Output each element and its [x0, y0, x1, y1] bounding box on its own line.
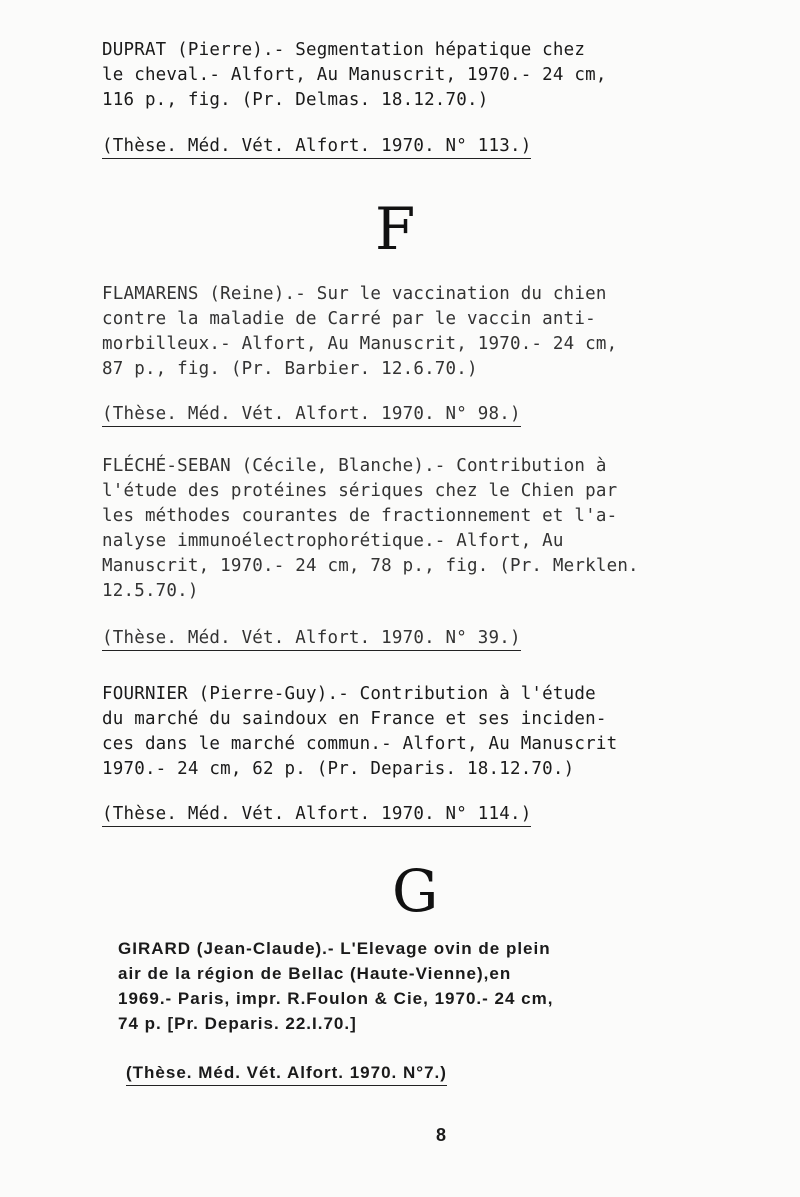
bibliography-entry: [118, 936, 718, 1036]
entry-line: 87 p., fig. (Pr. Barbier. 12.6.70.): [102, 359, 478, 379]
entry-line: FLAMARENS (Reine).- Sur le vaccination du chien: [102, 284, 607, 304]
entry-line: les méthodes courantes de fractionnement et l'a-: [102, 506, 618, 526]
thesis-reference: (Thèse. Méd. Vét. Alfort. 1970. N° 114.): [102, 804, 531, 827]
entry-line: l'étude des protéines sériques chez le Chien par: [102, 481, 618, 501]
entry-line: GIRARD (Jean-Claude).- L'Elevage ovin de plein: [118, 939, 551, 958]
entry-line: du marché du saindoux en France et ses inciden-: [102, 709, 607, 729]
thesis-reference: (Thèse. Méd. Vét. Alfort. 1970. N°7.): [126, 1063, 447, 1086]
entry-line: air de la région de Bellac (Haute-Vienne),en: [118, 964, 512, 983]
thesis-reference: (Thèse. Méd. Vét. Alfort. 1970. N° 113.): [102, 136, 531, 159]
entry-line: 116 p., fig. (Pr. Delmas. 18.12.70.): [102, 90, 489, 110]
thesis-reference: (Thèse. Méd. Vét. Alfort. 1970. N° 98.): [102, 404, 521, 427]
entry-line: le cheval.- Alfort, Au Manuscrit, 1970.- 24 cm,: [102, 65, 607, 85]
entry-line: 1969.- Paris, impr. R.Foulon & Cie, 1970.- 24 cm,: [118, 989, 554, 1008]
entry-line: morbilleux.- Alfort, Au Manuscrit, 1970.- 24 cm,: [102, 334, 618, 354]
entry-line: 12.5.70.): [102, 581, 199, 601]
page-number: 8: [436, 1125, 447, 1145]
bibliography-entry: [102, 682, 702, 782]
entry-line: 1970.- 24 cm, 62 p. (Pr. Deparis. 18.12.70.): [102, 759, 575, 779]
entry-line: contre la maladie de Carré par le vaccin anti-: [102, 309, 596, 329]
entry-line: FLÉCHÉ-SEBAN (Cécile, Blanche).- Contribution à: [102, 456, 607, 476]
bibliography-entry: [102, 454, 702, 604]
entry-line: DUPRAT (Pierre).- Segmentation hépatique chez: [102, 40, 586, 60]
bibliography-entry: [102, 38, 702, 113]
thesis-reference: (Thèse. Méd. Vét. Alfort. 1970. N° 39.): [102, 628, 521, 651]
section-letter: G: [392, 857, 439, 925]
entry-line: ces dans le marché commun.- Alfort, Au Manuscrit: [102, 734, 618, 754]
entry-line: nalyse immunoélectrophorétique.- Alfort, Au: [102, 531, 564, 551]
entry-line: 74 p. [Pr. Deparis. 22.I.70.]: [118, 1014, 357, 1033]
section-letter: F: [375, 195, 416, 263]
entry-line: Manuscrit, 1970.- 24 cm, 78 p., fig. (Pr. Merklen.: [102, 556, 639, 576]
bibliography-entry: [102, 282, 702, 382]
entry-line: FOURNIER (Pierre-Guy).- Contribution à l'étude: [102, 684, 596, 704]
